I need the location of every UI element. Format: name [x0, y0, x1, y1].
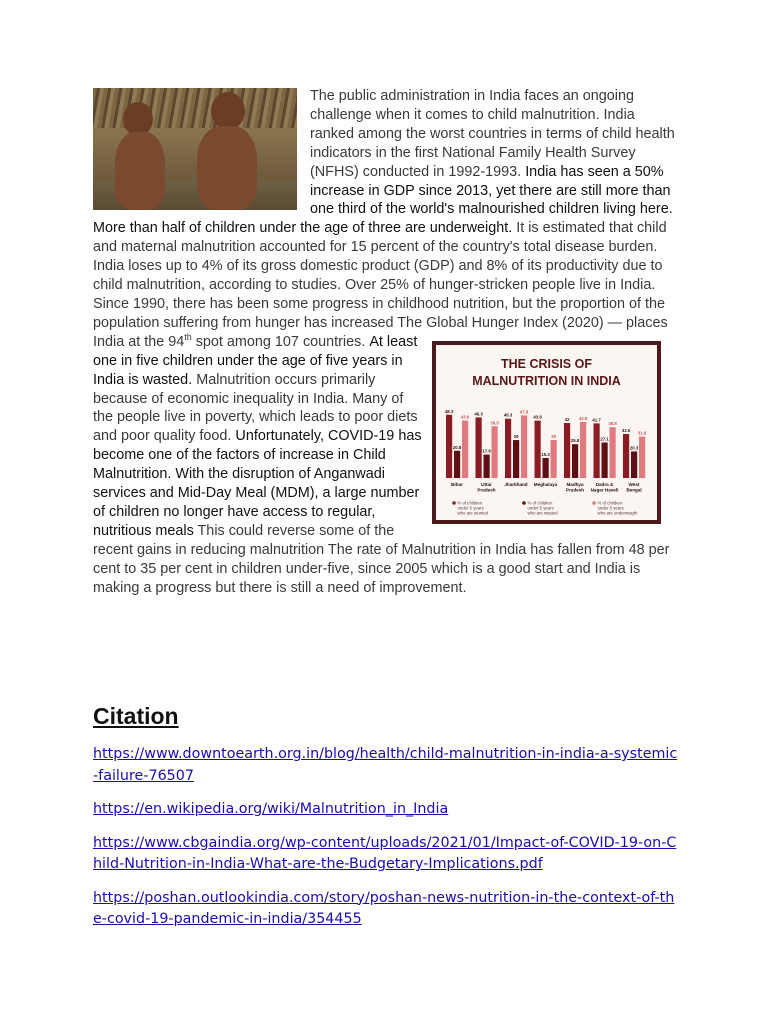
bar-value-label: 27.1: [600, 436, 609, 442]
bar-value-label: 17.9: [482, 448, 491, 454]
bar-value-label: 42.8: [578, 415, 588, 421]
bar-0-2: [462, 420, 468, 477]
bar-value-label: 38.8: [608, 420, 617, 426]
bar-value-label: 42: [564, 416, 570, 422]
legend-label: who are stunted: [457, 510, 489, 516]
ordinal-suffix: th: [184, 331, 192, 342]
legend-label: under 5 years: [597, 505, 624, 511]
bar-4-1: [572, 444, 578, 478]
category-label: Meghalaya: [533, 481, 558, 487]
category-label: Dadra &: [595, 481, 614, 487]
bar-1-1: [484, 454, 490, 477]
chart-svg: [432, 341, 661, 524]
bar-5-1: [602, 442, 608, 477]
article-text-ranking: spot among 107 countries.: [191, 333, 370, 350]
legend-label: under 5 years: [457, 505, 484, 511]
bar-value-label: 41.7: [592, 417, 601, 423]
category-label: Jharkhand: [504, 481, 528, 487]
bar-3-2: [551, 440, 557, 478]
bar-6-2: [639, 436, 645, 477]
bar-3-0: [535, 420, 541, 477]
citation-link-cbgaindia[interactable]: https://www.cbgaindia.org/wp-content/uploads/2021/01/Impact-of-COVID-19-on-Child-Nutrition-in-India-What-are-the-Budgetary-Implications.pdf: [93, 834, 677, 872]
bar-value-label: 31.6: [637, 430, 647, 436]
bar-value-label: 45.3: [503, 412, 513, 418]
legend-marker: [592, 501, 596, 505]
legend-marker: [452, 501, 456, 505]
photo-child-left-body: [115, 132, 165, 210]
category-label: Pradesh: [477, 487, 496, 493]
article-text-inequality: Malnutrition occurs primarily because of economic inequality in India. Many of the people live in poverty, which leads to poor diets and poor quality food.: [93, 371, 418, 445]
photo-child-left-head: [123, 102, 153, 136]
malnutrition-chart: [432, 341, 661, 524]
photo-child-right-head: [211, 92, 245, 130]
bar-1-0: [476, 417, 482, 478]
bar-2-2: [521, 415, 527, 478]
bar-2-1: [513, 440, 519, 478]
chart-legend: [452, 500, 638, 515]
category-label: Uttar: [481, 481, 492, 487]
category-label: Nagar Haveli: [590, 487, 619, 493]
chart-title-line-2: MALNUTRITION IN INDIA: [472, 373, 621, 388]
citation-link-poshan[interactable]: https://poshan.outlookindia.com/story/poshan-news-nutrition-in-the-context-of-the-covid-19-pandemic-in-india/354455: [93, 889, 675, 927]
bar-3-1: [543, 458, 549, 478]
children-photo: [93, 88, 297, 210]
bar-value-label: 43.8: [533, 414, 542, 420]
bar-value-label: 20.8: [452, 444, 462, 450]
bar-value-label: 29: [513, 433, 519, 439]
legend-label: under 5 years: [527, 505, 554, 511]
bar-value-label: 48.3: [444, 408, 454, 414]
article-text-conclusion: This could reverse some of the recent gains in reducing malnutrition The rate of Malnutrition in India has fallen from 48 per cent to 35 per cent in children under-five, since 2005 which is a good start and India is making a progress but there is still a need of improvement.: [93, 522, 670, 596]
bar-value-label: 47.8: [519, 409, 529, 415]
bar-0-1: [454, 451, 460, 478]
chart-title-line-1: THE CRISIS OF: [501, 356, 592, 371]
bar-4-2: [580, 422, 586, 478]
legend-label: % of children: [597, 500, 623, 506]
bar-0-0: [446, 415, 452, 478]
article-body: [93, 87, 675, 597]
citation-heading: Citation: [93, 703, 179, 729]
citation-links: [93, 744, 678, 943]
bar-1-2: [492, 426, 498, 478]
citation-link-downtoearth[interactable]: https://www.downtoearth.org.in/blog/health/child-malnutrition-in-india-a-systemic-failure-76507: [93, 746, 678, 784]
legend-label: % of children: [457, 500, 483, 506]
bar-2-0: [505, 418, 511, 477]
category-label: Pradesh: [565, 487, 585, 493]
bar-6-0: [623, 434, 629, 478]
bar-value-label: 15.3: [541, 451, 550, 457]
article-text-wasted: At least one in five children under the age of five years in India is wasted.: [93, 333, 418, 388]
bar-6-1: [631, 451, 637, 478]
legend-marker: [522, 501, 526, 505]
photo-child-right-body: [197, 126, 257, 210]
bar-5-0: [594, 423, 600, 478]
legend-label: who are underweight: [597, 510, 638, 516]
bar-value-label: 20.3: [629, 445, 639, 451]
bar-value-label: 33.6: [621, 427, 631, 433]
bar-5-2: [610, 427, 616, 478]
category-label: Bengal: [626, 487, 642, 493]
bar-value-label: 46.3: [474, 411, 483, 417]
bar-4-0: [564, 423, 570, 478]
bar-value-label: 43.9: [460, 414, 470, 420]
article-text-covid: Unfortunately, COVID-19 has become one of the factors of increase in Child Malnutrition. With the disruption of Anganwadi services and Mid-Day Meal (MDM), a large number of children no longer have access to regular, nutritious meals: [93, 428, 422, 539]
category-label: West: [628, 481, 640, 487]
article-text-intro: The public administration in India faces an ongoing challenge when it comes to child malnutrition. India ranked among the worst countries in terms of child health indicators in the first National Family Health Survey (NFHS) conducted in 1992-1993.: [310, 88, 675, 180]
legend-label: % of children: [527, 500, 553, 506]
category-label: Madhya: [566, 481, 584, 487]
legend-label: who are wasted: [527, 510, 558, 516]
bar-value-label: 25.8: [570, 438, 580, 444]
article-text-burden: It is estimated that child and maternal malnutrition accounted for 15 percent of the country's total disease burden. India loses up to 4% of its gross domestic product (GDP) and 8% of its productivity due to child malnutrition, according to studies.: [93, 220, 667, 294]
article-text-hunger: Over 25% of hunger-stricken people live in India. Since 1990, there has been some progress in childhood nutrition, but the proportion of the population suffering from hunger has increased The Global Hunger Index (2020) — places India at the 94: [93, 277, 668, 350]
bar-value-label: 39.5: [490, 420, 499, 426]
bar-value-label: 29: [551, 433, 556, 439]
article-text-gdp: India has seen a 50% increase in GDP since 2013, yet there are still more than one third of the world's malnourished children living here. More than half of children under the age of three are underweight.: [93, 163, 673, 237]
citation-link-wikipedia[interactable]: https://en.wikipedia.org/wiki/Malnutrition_in_India: [93, 801, 449, 817]
category-label: Bihar: [451, 481, 463, 487]
